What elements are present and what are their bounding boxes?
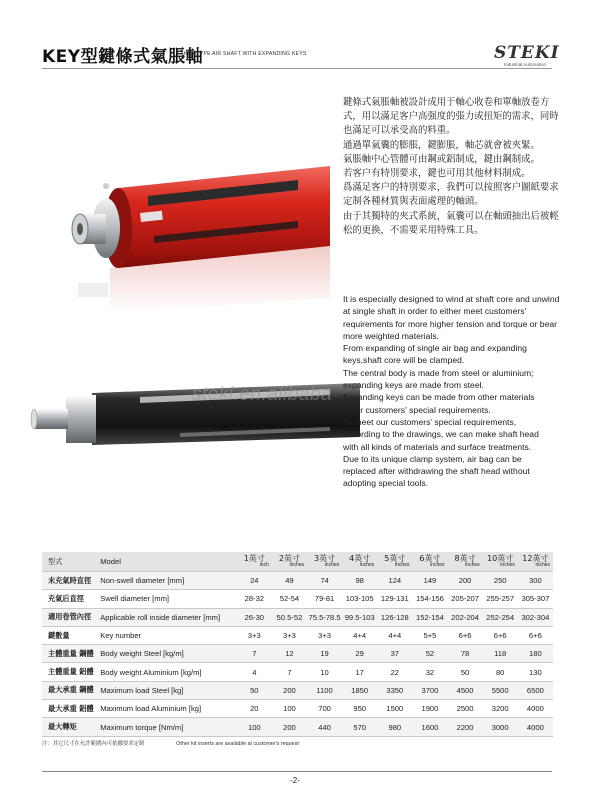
table-cell: 24 xyxy=(237,572,272,590)
description-en-line: replaced after withdrawing the shaft head without xyxy=(343,466,530,477)
table-cell: 100 xyxy=(237,718,272,736)
table-cell: 3000 xyxy=(483,718,518,736)
description-en-line: with all kinds of materials and surface treatments. xyxy=(343,441,532,452)
size-en: inches xyxy=(500,561,515,568)
description-cn-line: 氣脹軸中心管體可由鋼或鋁制成，鍵由鋼制成。 xyxy=(343,153,540,165)
header-size-4 xyxy=(342,552,377,572)
row-label-cn: 鍵數量 xyxy=(42,626,100,644)
table-cell: 180 xyxy=(518,645,553,663)
table-cell: 75.5-78.5 xyxy=(307,608,342,626)
size-en: inches xyxy=(359,561,375,568)
table-cell: 6500 xyxy=(518,681,553,699)
logo-mark: STEKI xyxy=(494,43,560,63)
table-cell: 3+3 xyxy=(307,626,342,644)
table-cell: 3+3 xyxy=(237,626,272,644)
row-label-en: Maximum torque [Nm/m] xyxy=(100,718,237,736)
row-label-en: Key number xyxy=(100,626,237,644)
table-cell: 152-154 xyxy=(412,608,447,626)
description-en-line: expanding keys are made from steel. xyxy=(343,380,484,391)
table-cell: 570 xyxy=(342,718,377,736)
table-header-row xyxy=(42,552,553,572)
footnote-cn: 注：其它尺寸在允許範圍內可依據要求定制 xyxy=(42,741,145,747)
description-cn-line: 通過單氣囊的膨脹，鍵膨脹，軸芯就會被夾緊。 xyxy=(343,139,540,151)
description-en-line: according to the drawings, we can make shaft head xyxy=(343,429,539,440)
table-cell: 52-54 xyxy=(272,590,307,608)
header-size-10 xyxy=(483,552,518,572)
table-cell: 4+4 xyxy=(342,626,377,644)
description-en-line: adopting special tools. xyxy=(343,478,429,489)
row-label-cn: 最大承重 鋁體 xyxy=(42,700,100,718)
table-cell: 126-128 xyxy=(377,608,412,626)
table-cell: 5500 xyxy=(483,681,518,699)
page-number: -2- xyxy=(290,776,300,785)
table-cell: 3350 xyxy=(377,681,412,699)
table-cell: 980 xyxy=(377,718,412,736)
table-cell: 80 xyxy=(483,663,518,681)
table-cell: 49 xyxy=(272,572,307,590)
page-subtitle: KEY-TYPE AIR SHAFT WITH EXPANDING KEYS xyxy=(184,51,307,57)
table-cell: 29 xyxy=(342,645,377,663)
description-en-line: It is especially designed to wind at shaft core and unwind xyxy=(343,294,560,304)
watermark-text: steki.en.alibaba xyxy=(192,384,333,405)
footer-divider xyxy=(42,771,552,772)
page-title: KEY型鍵條式氣脹軸 xyxy=(42,47,204,67)
table-row xyxy=(42,590,553,608)
table-cell: 4 xyxy=(237,663,272,681)
description-en-line: at single shaft in order to either meet customers' xyxy=(343,306,527,317)
table-cell: 52 xyxy=(412,645,447,663)
description-cn-line: 若客户有特別要求，鍵也可用其他材料制成。 xyxy=(343,168,531,180)
table-cell: 4+4 xyxy=(377,626,412,644)
table-cell: 250 xyxy=(483,572,518,590)
table-cell: 20 xyxy=(237,700,272,718)
table-cell: 2200 xyxy=(448,718,483,736)
table-cell: 7 xyxy=(272,663,307,681)
description-en-line: keys,shaft core will be clamped. xyxy=(343,355,465,366)
description-cn-line: 也滿足可以承受高的料重。 xyxy=(343,125,456,137)
size-en: inches xyxy=(324,561,340,568)
steki-logo xyxy=(494,43,560,67)
table-cell: 4000 xyxy=(518,718,553,736)
header-divider xyxy=(42,68,552,69)
table-cell: 129-131 xyxy=(377,590,412,608)
size-en: inches xyxy=(394,561,410,568)
red-air-shaft-image xyxy=(70,118,330,313)
table-cell: 17 xyxy=(342,663,377,681)
table-cell: 154-156 xyxy=(412,590,447,608)
description-en-line: more weighted materials. xyxy=(343,330,440,341)
table-cell: 28-32 xyxy=(237,590,272,608)
table-cell: 5+5 xyxy=(412,626,447,644)
table-cell: 118 xyxy=(483,645,518,663)
table-cell: 22 xyxy=(377,663,412,681)
table-row xyxy=(42,608,553,626)
table-cell: 10 xyxy=(307,663,342,681)
table-cell: 200 xyxy=(272,718,307,736)
table-cell: 1850 xyxy=(342,681,377,699)
table-cell: 50 xyxy=(237,681,272,699)
description-en-line: Due to its unique clamp system, air bag can be xyxy=(343,453,522,464)
specification-table xyxy=(42,552,553,737)
description-english xyxy=(343,293,563,490)
header-size-6 xyxy=(412,552,447,572)
description-en-line: The central body is made from steel or aluminium; xyxy=(343,367,534,378)
description-cn-line: 式，用以滿足客户高强度的張力或扭矩的需求，同時 xyxy=(343,111,559,123)
row-label-en: Maximum load Aluminium [kg] xyxy=(100,700,237,718)
table-cell: 103-105 xyxy=(342,590,377,608)
size-en: inches xyxy=(465,561,480,568)
table-cell: 74 xyxy=(307,572,342,590)
description-en-line: requirements for more higher tension and torque or bear xyxy=(343,318,558,329)
table-cell: 26-30 xyxy=(237,608,272,626)
size-cn: 12英寸 xyxy=(522,553,549,563)
size-cn: 1英寸 xyxy=(243,553,265,563)
size-cn: 4英寸 xyxy=(349,553,371,563)
table-cell: 200 xyxy=(272,681,307,699)
table-cell: 98 xyxy=(342,572,377,590)
description-cn-line: 鍵條式氣脹軸被設計成用于軸心收卷和單軸放卷方 xyxy=(343,97,550,108)
table-cell: 255-257 xyxy=(483,590,518,608)
table-cell: 205-207 xyxy=(448,590,483,608)
size-cn: 8英寸 xyxy=(454,553,476,563)
row-label-en: Applicable roll inside diameter [mm] xyxy=(100,608,237,626)
table-cell: 50 xyxy=(448,663,483,681)
table-row xyxy=(42,718,553,736)
header-size-5 xyxy=(377,552,412,572)
table-cell: 200 xyxy=(448,572,483,590)
description-en-line: To meet our customers' special requirements, xyxy=(343,416,517,427)
row-label-cn: 主體重量 鋁體 xyxy=(42,663,100,681)
footnote xyxy=(42,739,299,747)
size-en: inches xyxy=(535,561,550,568)
table-cell: 6+6 xyxy=(518,626,553,644)
description-cn-line: 由于其獨特的夾式系統，氣囊可以在軸頭抽出后被輕 xyxy=(343,210,559,222)
table-cell: 7 xyxy=(237,645,272,663)
size-en: inches xyxy=(289,561,304,568)
table-row xyxy=(42,572,553,590)
description-en-line: order customers' special requirements. xyxy=(343,404,491,415)
header-size-12 xyxy=(518,552,553,572)
table-cell: 124 xyxy=(377,572,412,590)
table-cell: 3+3 xyxy=(272,626,307,644)
row-label-cn: 適用卷管內徑 xyxy=(42,608,100,626)
table-cell: 19 xyxy=(307,645,342,663)
table-cell: 1500 xyxy=(377,700,412,718)
table-cell: 4500 xyxy=(448,681,483,699)
table-cell: 78 xyxy=(448,645,483,663)
size-en: inch xyxy=(259,561,269,568)
table-cell: 700 xyxy=(307,700,342,718)
description-cn-line: 定制各種材質與表面處理的軸頭。 xyxy=(343,196,484,208)
table-cell: 440 xyxy=(307,718,342,736)
table-cell: 3200 xyxy=(483,700,518,718)
row-label-en: Non-swell diameter [mm] xyxy=(100,572,237,590)
table-cell: 37 xyxy=(377,645,412,663)
table-cell: 305-307 xyxy=(518,590,553,608)
size-cn: 2英寸 xyxy=(278,553,300,563)
table-cell: 252-254 xyxy=(483,608,518,626)
size-cn: 3英寸 xyxy=(314,553,336,563)
table-cell: 6+6 xyxy=(483,626,518,644)
row-label-cn: 最大承重 鋼體 xyxy=(42,681,100,699)
table-cell: 6+6 xyxy=(448,626,483,644)
header-model-cn: 型式 xyxy=(42,552,100,572)
size-en: inches xyxy=(430,561,445,568)
table-cell: 130 xyxy=(518,663,553,681)
table-cell: 4000 xyxy=(518,700,553,718)
page-header xyxy=(0,38,590,78)
table-cell: 950 xyxy=(342,700,377,718)
row-label-en: Body weight Steel [kg/m] xyxy=(100,645,237,663)
table-cell: 300 xyxy=(518,572,553,590)
row-label-en: Maximum load Steel [kg] xyxy=(100,681,237,699)
description-chinese xyxy=(343,96,561,238)
table-cell: 202-204 xyxy=(448,608,483,626)
table-cell: 79-81 xyxy=(307,590,342,608)
row-label-cn: 最大轉矩 xyxy=(42,718,100,736)
header-size-2 xyxy=(272,552,307,572)
row-label-cn: 主體重量 鋼體 xyxy=(42,645,100,663)
table-cell: 99.5-103 xyxy=(342,608,377,626)
size-cn: 10英寸 xyxy=(487,553,514,563)
table-row xyxy=(42,626,553,644)
description-en-line: Expanding keys can be made from other materials xyxy=(343,392,535,403)
description-cn-line: 爲滿足客户的特別要求，我們可以按照客户圖紙要求 xyxy=(343,182,559,194)
header-size-8 xyxy=(448,552,483,572)
row-label-cn: 未充氣時直徑 xyxy=(42,572,100,590)
row-label-en: Body weight Aluminium [kg/m] xyxy=(100,663,237,681)
header-model-en: Model xyxy=(100,552,237,572)
header-size-1 xyxy=(237,552,272,572)
row-label-en: Swell diameter [mm] xyxy=(100,590,237,608)
table-cell: 50.5-52 xyxy=(272,608,307,626)
table-cell: 149 xyxy=(412,572,447,590)
footnote-en: Other kit inserts are available at customer's request xyxy=(176,741,299,747)
table-row xyxy=(42,645,553,663)
table-body xyxy=(42,572,553,737)
row-label-cn: 充氣后直徑 xyxy=(42,590,100,608)
header-size-3 xyxy=(307,552,342,572)
table-cell: 302-304 xyxy=(518,608,553,626)
table-cell: 1100 xyxy=(307,681,342,699)
table-row xyxy=(42,663,553,681)
table-row xyxy=(42,700,553,718)
description-en-line: From expanding of single air bag and expanding xyxy=(343,343,527,354)
table-cell: 32 xyxy=(412,663,447,681)
table-cell: 1900 xyxy=(412,700,447,718)
logo-subtitle: Industrial Automation xyxy=(504,62,547,67)
table-cell: 2500 xyxy=(448,700,483,718)
size-cn: 6英寸 xyxy=(419,553,441,563)
table-cell: 12 xyxy=(272,645,307,663)
table-row xyxy=(42,681,553,699)
size-cn: 5英寸 xyxy=(384,553,406,563)
table-cell: 1600 xyxy=(412,718,447,736)
description-cn-line: 松的更换，不需要采用特殊工具。 xyxy=(343,224,484,236)
table-cell: 3700 xyxy=(412,681,447,699)
table-cell: 100 xyxy=(272,700,307,718)
